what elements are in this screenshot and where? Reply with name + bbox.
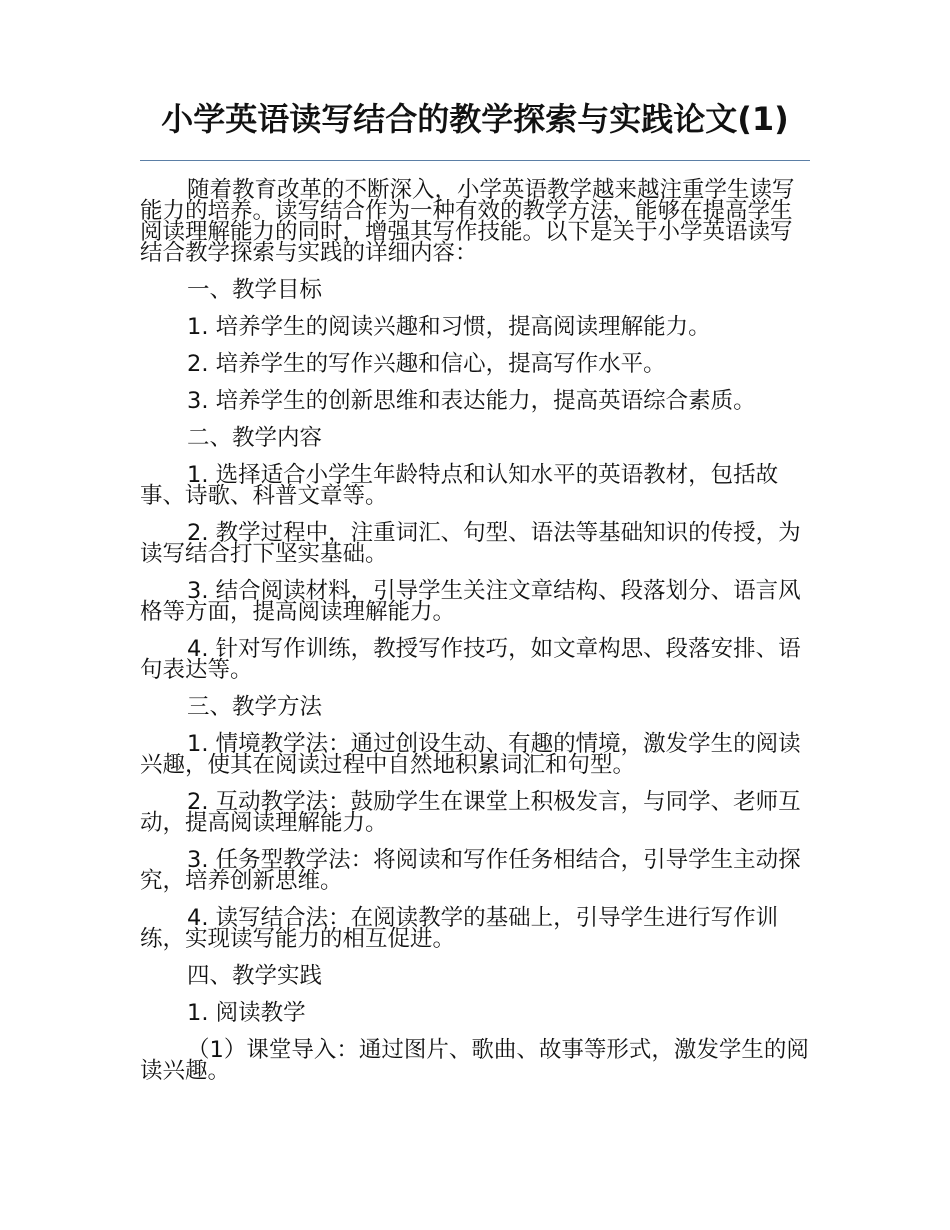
section-heading-goals: 一、教学目标	[187, 277, 323, 303]
practice-item-1: （1）课堂导入：通过图片、歌曲、故事等形式，激发学生的阅读兴趣。	[140, 1037, 809, 1084]
document-title: 小学英语读写结合的教学探索与实践论文(1)	[161, 100, 789, 138]
method-item-1: 1. 情境教学法：通过创设生动、有趣的情境，激发学生的阅读兴趣，使其在阅读过程中自然地积累词汇和句型。	[140, 731, 801, 778]
content-item-2: 2. 教学过程中，注重词汇、句型、语法等基础知识的传授，为读写结合打下坚实基础。	[140, 520, 801, 567]
section-heading-methods: 三、教学方法	[187, 694, 323, 720]
title-divider	[140, 160, 810, 161]
document-body	[140, 177, 810, 1098]
method-item-4: 4. 读写结合法：在阅读教学的基础上，引导学生进行写作训练，实现读写能力的相互促进。	[140, 905, 779, 952]
section-heading-content: 二、教学内容	[187, 425, 323, 451]
method-item-2: 2. 互动教学法：鼓励学生在课堂上积极发言，与同学、老师互动，提高阅读理解能力。	[140, 789, 801, 836]
method-item-3: 3. 任务型教学法：将阅读和写作任务相结合，引导学生主动探究，培养创新思维。	[140, 847, 801, 894]
content-item-4: 4. 针对写作训练，教授写作技巧，如文章构思、段落安排、语句表达等。	[140, 636, 801, 683]
content-item-3: 3. 结合阅读材料，引导学生关注文章结构、段落划分、语言风格等方面，提高阅读理解能力。	[140, 578, 801, 625]
goal-item-3: 3. 培养学生的创新思维和表达能力，提高英语综合素质。	[187, 388, 756, 414]
content-item-1: 1. 选择适合小学生年龄特点和认知水平的英语教材，包括故事、诗歌、科普文章等。	[140, 462, 779, 509]
practice-subheading-reading: 1. 阅读教学	[187, 1000, 306, 1026]
intro-paragraph: 随着教育改革的不断深入，小学英语教学越来越注重学生读写能力的培养。读写结合作为一种有效的教学方法，能够在提高学生阅读理解能力的同时，增强其写作技能。以下是关于小学英语读写结合教学探索与实践的详细内容：	[140, 177, 795, 266]
goal-item-1: 1. 培养学生的阅读兴趣和习惯，提高阅读理解能力。	[187, 314, 711, 340]
section-heading-practice: 四、教学实践	[187, 963, 323, 989]
goal-item-2: 2. 培养学生的写作兴趣和信心，提高写作水平。	[187, 351, 666, 377]
